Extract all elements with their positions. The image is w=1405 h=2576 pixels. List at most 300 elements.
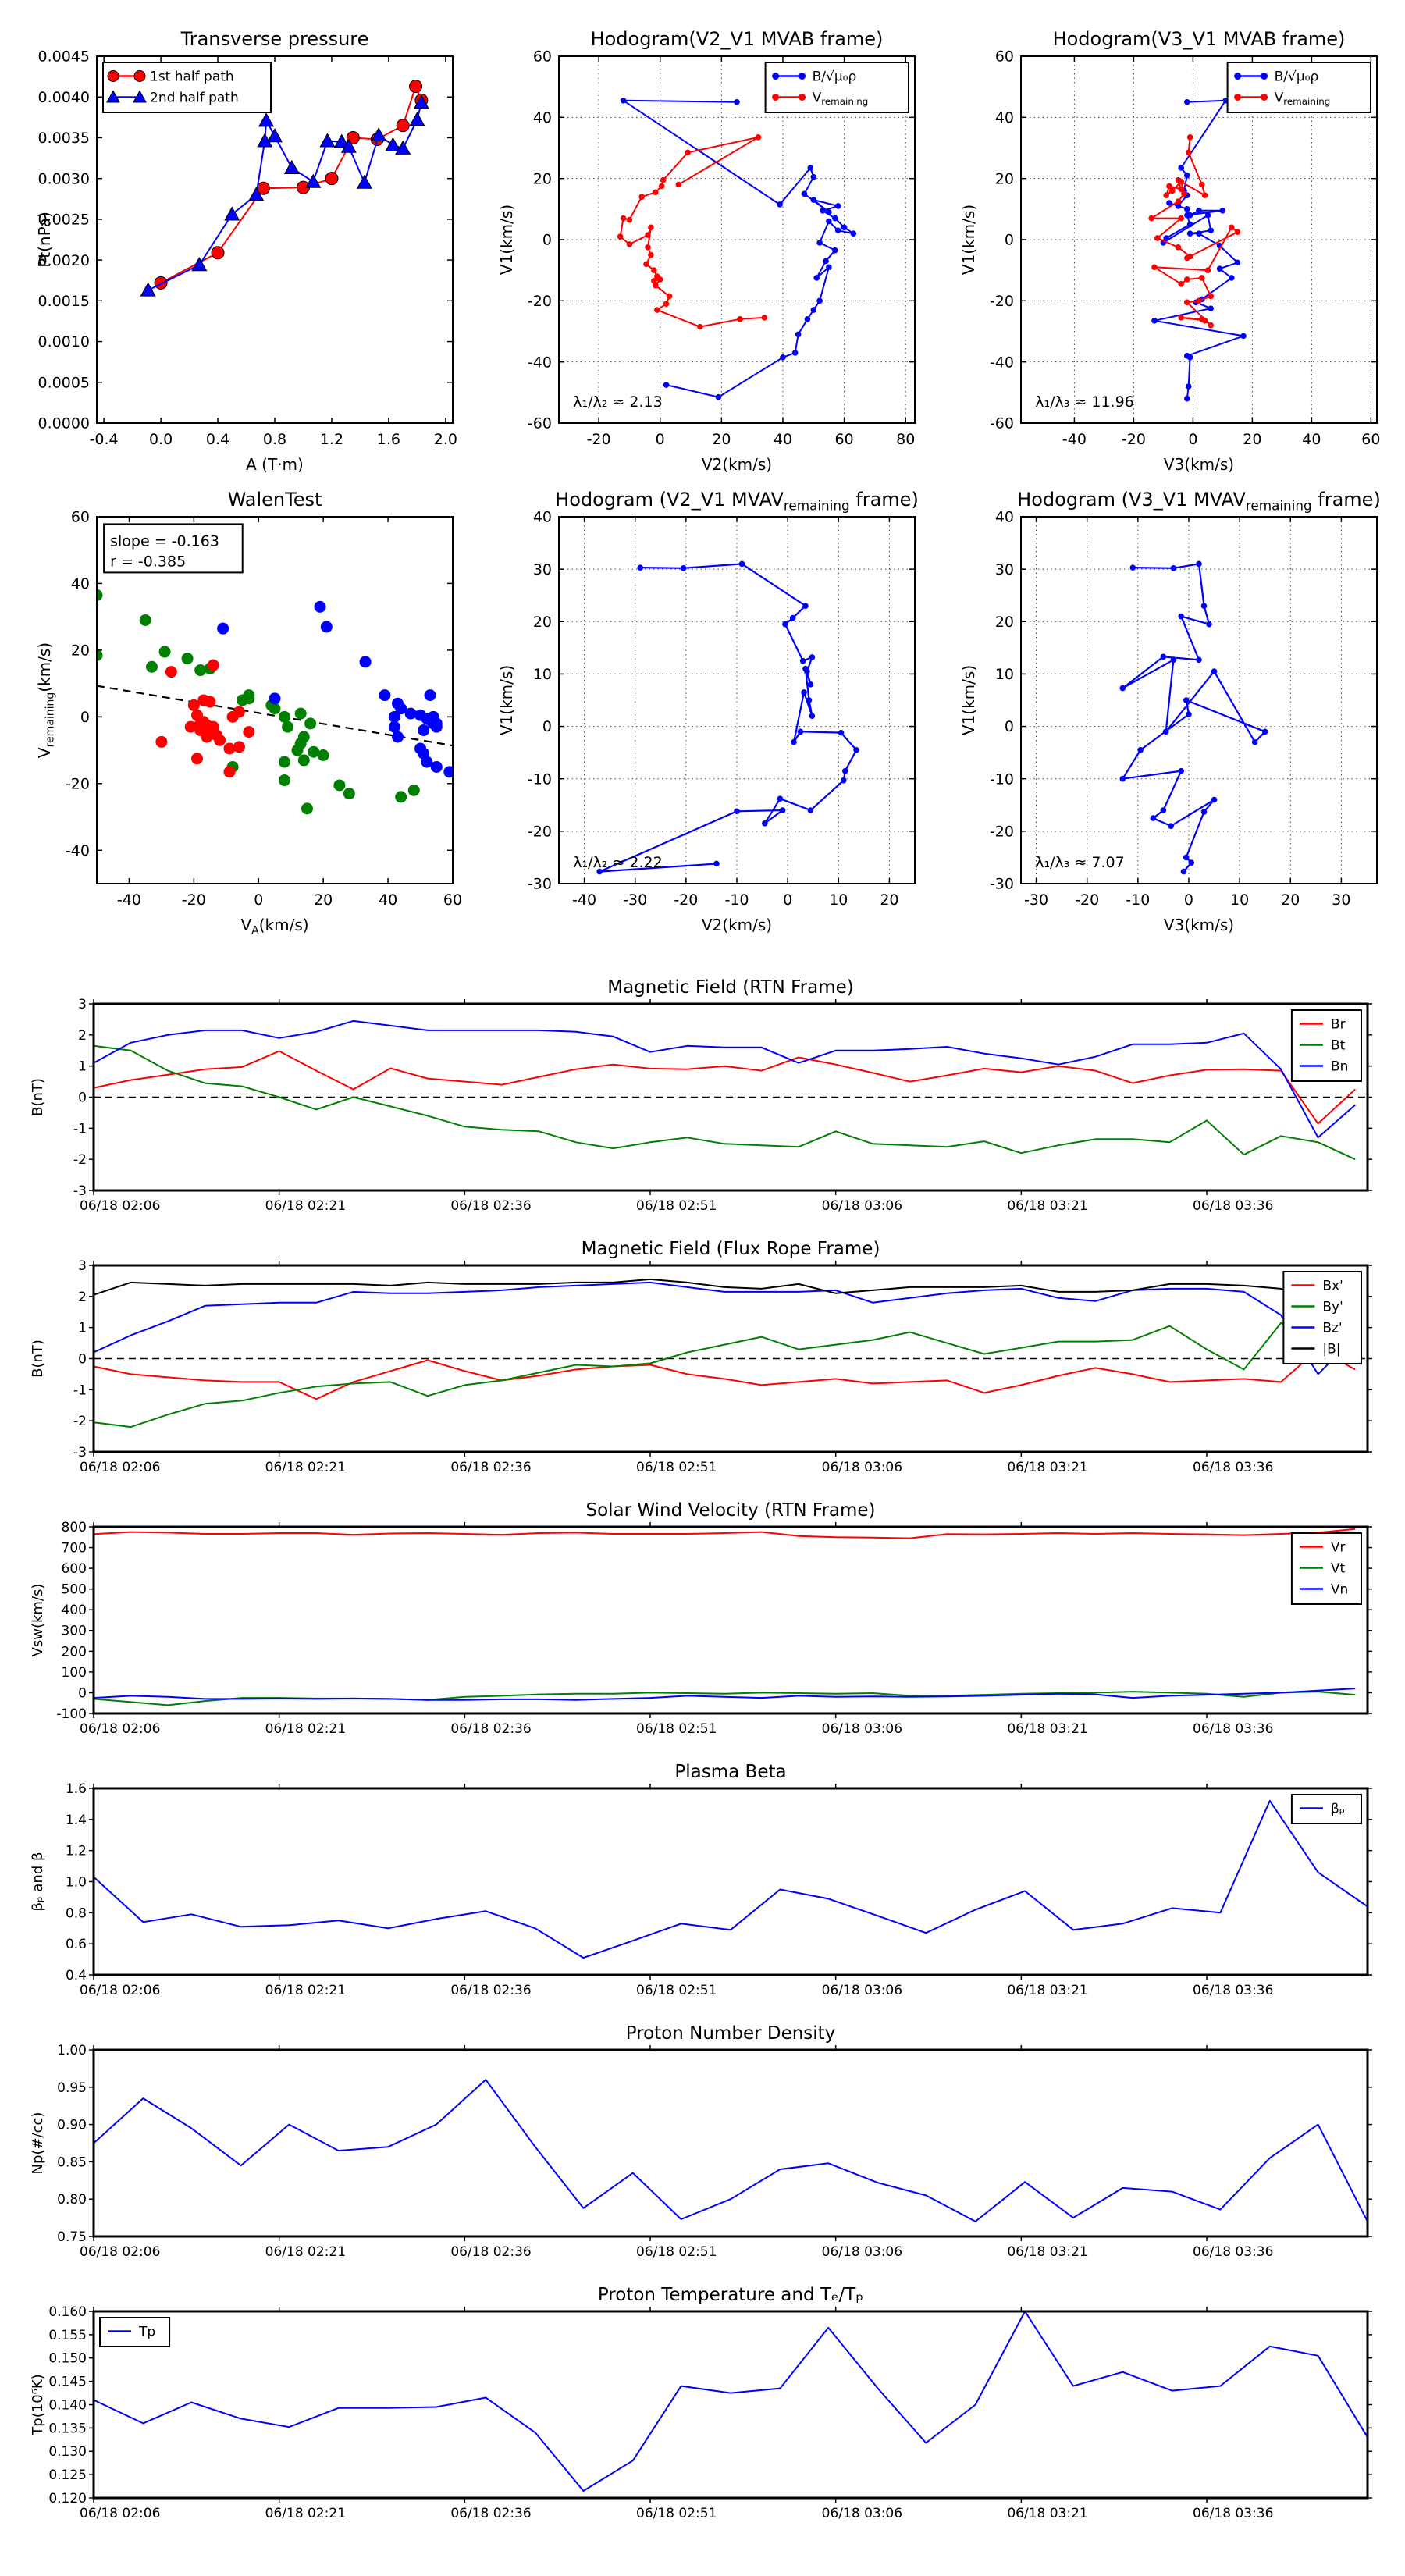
x-tick-label: 06/18 02:36 — [450, 1721, 532, 1737]
x-tick-label: 06/18 03:06 — [821, 2244, 903, 2260]
y-tick-label: -10 — [989, 770, 1014, 788]
series-green-pts-marker — [408, 785, 420, 796]
legend-marker — [799, 94, 806, 101]
series-B-marker — [805, 316, 811, 322]
series-Vremaining-marker — [654, 307, 660, 313]
x-tick-label: 80 — [896, 431, 916, 448]
x-tick-label: 06/18 02:06 — [80, 1198, 161, 1214]
x-tick-label: 2.0 — [433, 431, 457, 448]
series-B-marker — [1229, 275, 1235, 281]
x-tick-label: 06/18 03:21 — [1007, 1721, 1088, 1737]
y-tick-label: 1.4 — [65, 1812, 87, 1828]
y-tick-label: 3 — [78, 1258, 87, 1274]
legend-label: Bt — [1330, 1037, 1346, 1054]
series-B-marker — [810, 197, 816, 203]
series-V-marker — [802, 666, 809, 672]
series-red-pts-marker — [194, 717, 206, 729]
series-V-marker — [1181, 869, 1187, 875]
series-B-marker — [810, 307, 816, 313]
annotation-text: λ₁/λ₃ ≈ 11.96 — [1035, 393, 1134, 411]
x-tick-label: 06/18 02:51 — [636, 1983, 717, 1998]
legend-label: By' — [1322, 1299, 1343, 1315]
series-B-marker — [663, 382, 670, 388]
series-1st half path-marker — [155, 276, 167, 289]
series-V-marker — [838, 730, 845, 736]
y-tick-label: -30 — [989, 875, 1014, 893]
chart-title: Solar Wind Velocity (RTN Frame) — [585, 1500, 876, 1521]
series-Vremaining-marker — [1154, 235, 1161, 241]
legend-label: Vr — [1330, 1539, 1346, 1556]
y-tick-label: 0.160 — [48, 2304, 87, 2320]
y-tick-label: -100 — [56, 1706, 87, 1722]
x-tick-label: 06/18 03:21 — [1007, 1460, 1088, 1475]
x-tick-label: -30 — [623, 891, 648, 909]
series-green-pts-marker — [343, 788, 355, 799]
series-blue-pts-marker — [389, 721, 400, 733]
series-B-marker — [1205, 212, 1211, 219]
series-B-marker — [826, 264, 832, 270]
series-B-marker — [1178, 165, 1184, 171]
x-tick-label: -10 — [1126, 891, 1151, 909]
series-Vremaining-marker — [638, 194, 645, 200]
x-tick-label: 0.0 — [148, 431, 173, 448]
y-tick-label: 500 — [61, 1582, 87, 1598]
x-tick-label: 40 — [773, 431, 793, 448]
legend-label: Bx' — [1322, 1278, 1343, 1294]
series-V-marker — [853, 747, 859, 753]
series-Vremaining-marker — [1181, 190, 1187, 197]
series-Vremaining-marker — [1178, 281, 1184, 287]
chart-background — [23, 1496, 1375, 1757]
legend-marker — [1261, 94, 1268, 101]
series-Vremaining-marker — [659, 183, 665, 190]
series-V-marker — [1161, 807, 1167, 813]
series-Vremaining-marker — [660, 177, 667, 183]
y-tick-label: 0.0040 — [37, 88, 90, 106]
y-axis-label: V1(km/s) — [497, 664, 516, 736]
series-B-marker — [1196, 230, 1202, 237]
x-tick-label: 06/18 02:51 — [636, 2244, 717, 2260]
series-V-marker — [782, 621, 788, 628]
series-B-marker — [813, 275, 820, 281]
y-axis-label: V1(km/s) — [497, 204, 516, 276]
chart-background — [23, 2280, 1375, 2542]
series-B-marker — [716, 394, 722, 400]
y-tick-label: 0.0000 — [37, 415, 90, 432]
y-tick-label: 0.120 — [48, 2490, 87, 2507]
series-Vremaining-marker — [756, 134, 762, 141]
y-axis-label: V1(km/s) — [959, 204, 978, 276]
series-B-marker — [802, 190, 808, 197]
series-B-marker — [816, 298, 823, 304]
legend-marker — [1234, 73, 1241, 80]
series-Vremaining-marker — [667, 294, 673, 300]
y-axis-label: Np(#/cc) — [30, 2112, 46, 2175]
y-tick-label: 30 — [532, 560, 552, 578]
series-red-pts-marker — [155, 736, 167, 748]
series-blue-pts-marker — [379, 689, 390, 701]
legend-marker — [799, 73, 806, 80]
series-B-marker — [841, 225, 848, 231]
y-tick-label: 0.80 — [57, 2192, 87, 2208]
chart-background — [23, 1757, 1375, 2019]
y-tick-label: 20 — [532, 170, 552, 188]
row-middle-plots — [33, 481, 1388, 940]
series-V-marker — [1178, 614, 1184, 620]
y-axis-label: Vsw(km/s) — [30, 1583, 46, 1657]
x-tick-label: 06/18 03:06 — [821, 1983, 903, 1998]
series-red-pts-marker — [233, 741, 245, 753]
series-Vremaining-marker — [657, 276, 663, 283]
legend-marker — [1261, 73, 1268, 80]
chart-title: Hodogram(V3_V1 MVAB frame) — [1052, 28, 1346, 50]
series-V-marker — [1206, 621, 1212, 628]
chart-title: Magnetic Field (Flux Rope Frame) — [581, 1239, 880, 1259]
y-tick-label: 0 — [78, 1685, 87, 1702]
hodogram-v2v1-mvab-svg — [495, 20, 926, 479]
chart-title: Proton Temperature and Tₑ/Tₚ — [597, 2285, 864, 2305]
x-tick-label: 20 — [314, 891, 333, 909]
x-tick-label: 06/18 02:06 — [80, 1983, 161, 1998]
series-V-marker — [777, 795, 784, 802]
x-tick-label: -40 — [116, 891, 141, 909]
y-tick-label: 0 — [78, 1090, 87, 1106]
series-Vremaining-marker — [645, 232, 651, 238]
y-tick-label: 300 — [61, 1623, 87, 1639]
y-tick-label: 2 — [78, 1027, 87, 1044]
series-V-marker — [780, 807, 786, 813]
series-blue-pts-marker — [315, 601, 326, 613]
y-tick-label: 40 — [994, 508, 1014, 526]
chart-background — [23, 973, 1375, 1234]
series-B-marker — [826, 209, 832, 215]
legend-marker — [772, 73, 779, 80]
y-tick-label: 60 — [70, 508, 90, 526]
y-axis-label: B(nT) — [30, 1340, 46, 1378]
x-tick-label: 06/18 02:36 — [450, 1198, 532, 1214]
y-tick-label: 0 — [1004, 718, 1014, 736]
series-green-pts-marker — [279, 711, 290, 723]
series-B-marker — [835, 227, 841, 233]
chart-title: WalenTest — [227, 489, 322, 511]
series-Vremaining-marker — [621, 215, 627, 222]
series-green-pts-marker — [146, 661, 158, 673]
series-red-pts-marker — [201, 731, 212, 743]
proton-number-density-svg — [23, 2019, 1375, 2280]
x-axis-label: V3(km/s) — [1163, 455, 1235, 474]
x-tick-label: -10 — [724, 891, 749, 909]
y-tick-label: -3 — [73, 1444, 87, 1461]
legend-label: B/√μ₀ρ — [812, 69, 857, 85]
walen-test-svg — [33, 481, 464, 940]
series-blue-pts-marker — [418, 724, 429, 736]
series-B-marker — [1186, 383, 1192, 390]
series-green-pts-marker — [140, 614, 151, 626]
series-V-marker — [681, 565, 687, 571]
series-V-marker — [1196, 561, 1202, 568]
series-B-marker — [1187, 354, 1193, 361]
x-tick-label: 06/18 03:36 — [1193, 1721, 1274, 1737]
legend-marker — [772, 94, 779, 101]
legend-label: Tp — [139, 2324, 156, 2340]
x-tick-label: 20 — [1281, 891, 1300, 909]
series-green-pts-marker — [269, 703, 281, 714]
series-B-marker — [1184, 99, 1190, 105]
series-Vremaining-marker — [1229, 225, 1235, 231]
series-V-marker — [1252, 739, 1258, 745]
chart-magnetic-field-fluxrope — [23, 1234, 1375, 1496]
x-tick-label: 06/18 03:21 — [1007, 1983, 1088, 1998]
y-axis-label: B(nT) — [30, 1078, 46, 1116]
series-red-pts-marker — [191, 753, 203, 764]
y-tick-label: 400 — [61, 1603, 87, 1619]
series-V-marker — [808, 807, 814, 813]
x-tick-label: 06/18 02:51 — [636, 1460, 717, 1475]
series-Vremaining-marker — [648, 252, 654, 258]
legend-label: $V_{remaining}$ — [812, 90, 869, 108]
series-red-pts-marker — [214, 735, 226, 746]
y-tick-label: -60 — [989, 415, 1014, 432]
x-tick-label: -0.4 — [89, 431, 119, 448]
series-V-marker — [1171, 565, 1177, 571]
legend-label: Vt — [1330, 1560, 1346, 1577]
x-tick-label: 0 — [254, 891, 264, 909]
x-tick-label: -40 — [1062, 431, 1087, 448]
series-green-pts-marker — [282, 721, 293, 733]
y-tick-label: 20 — [994, 613, 1014, 631]
series-V-marker — [734, 809, 740, 815]
series-Vremaining-marker — [1202, 192, 1208, 198]
series-V-marker — [762, 820, 768, 827]
y-tick-label: 60 — [532, 48, 552, 66]
series-V-marker — [1178, 768, 1184, 774]
series-B-marker — [816, 240, 823, 246]
y-axis-label: βₚ and β — [30, 1852, 46, 1912]
chart-hodogram-v2v1-mvav — [495, 481, 926, 940]
series-Vremaining-marker — [1176, 244, 1182, 251]
x-tick-label: 40 — [378, 891, 398, 909]
series-V-marker — [841, 777, 847, 784]
series-B-marker — [823, 258, 829, 265]
transverse-pressure-svg — [33, 20, 464, 479]
series-Vremaining-marker — [1178, 215, 1184, 222]
series-red-pts-marker — [165, 666, 177, 678]
series-V-marker — [1130, 564, 1136, 571]
x-tick-label: 06/18 02:36 — [450, 2244, 532, 2260]
series-V-marker — [1196, 657, 1202, 664]
x-tick-label: 0 — [783, 891, 793, 909]
series-Vremaining-marker — [1184, 299, 1190, 305]
y-tick-label: -2 — [73, 1414, 87, 1430]
y-tick-label: 30 — [994, 560, 1014, 578]
series-B-marker — [835, 203, 841, 209]
y-tick-label: 0.155 — [48, 2327, 87, 2343]
y-tick-label: 100 — [61, 1664, 87, 1681]
series-blue-pts-marker — [360, 656, 372, 667]
series-B-marker — [777, 201, 783, 208]
series-red-pts-marker — [208, 660, 219, 671]
x-tick-label: 1.6 — [376, 431, 401, 448]
mag-field-fluxrope-svg — [23, 1234, 1375, 1496]
series-Vremaining-marker — [1208, 322, 1214, 329]
y-tick-label: 0.0025 — [37, 211, 90, 229]
series-green-pts-marker — [279, 774, 290, 786]
series-Vremaining-marker — [1196, 298, 1202, 304]
series-V-marker — [1161, 653, 1167, 660]
x-tick-label: 0 — [1183, 891, 1194, 909]
y-tick-label: 0.0020 — [37, 251, 90, 269]
legend-label: Bn — [1330, 1059, 1349, 1075]
series-green-pts-marker — [279, 756, 290, 768]
series-B-marker — [1220, 208, 1226, 214]
x-tick-label: 06/18 03:06 — [821, 2506, 903, 2521]
y-tick-label: 1.2 — [65, 1843, 87, 1859]
series-1st half path-marker — [325, 173, 338, 185]
series-B-marker — [1184, 212, 1190, 219]
series-Vremaining-marker — [1199, 316, 1205, 322]
y-tick-label: 0.0010 — [37, 333, 90, 351]
x-tick-label: 06/18 03:36 — [1193, 2506, 1274, 2521]
y-tick-label: 0.4 — [65, 1967, 87, 1984]
y-tick-label: 0.6 — [65, 1937, 87, 1953]
x-tick-label: 30 — [1332, 891, 1351, 909]
series-B-marker — [621, 98, 627, 104]
series-green-pts-marker — [333, 779, 345, 791]
chart-proton-number-density — [23, 2019, 1375, 2280]
hodogram-v2v1-mvav-svg — [495, 481, 926, 940]
row-top-plots — [33, 20, 1388, 479]
chart-hodogram-v2v1-mvab — [495, 20, 926, 479]
y-tick-label: -20 — [989, 292, 1014, 310]
y-tick-label: 3 — [78, 996, 87, 1012]
x-tick-label: -20 — [181, 891, 206, 909]
series-B-marker — [1184, 206, 1190, 212]
annotation-text: λ₁/λ₂ ≈ 2.22 — [573, 854, 663, 871]
hodogram-v3v1-mvav-svg — [957, 481, 1388, 940]
x-tick-label: -30 — [1024, 891, 1049, 909]
x-tick-label: 06/18 03:36 — [1193, 2244, 1274, 2260]
chart-title: Transverse pressure — [180, 28, 369, 50]
x-tick-label: 06/18 02:21 — [265, 1721, 347, 1737]
series-Vremaining-marker — [1176, 198, 1182, 205]
x-axis-label: V2(km/s) — [701, 455, 773, 474]
series-Vremaining-marker — [1163, 192, 1169, 198]
chart-solar-wind-velocity — [23, 1496, 1375, 1757]
annotation-text: slope = -0.163 — [110, 532, 219, 550]
series-Vremaining-marker — [737, 316, 743, 322]
y-tick-label: 60 — [994, 48, 1014, 66]
x-tick-label: 40 — [1302, 431, 1321, 448]
x-tick-label: 06/18 02:21 — [265, 1983, 347, 1998]
chart-title: Hodogram (V2_V1 $MVAV_{remaining}$ frame) — [555, 489, 919, 514]
y-tick-label: 800 — [61, 1519, 87, 1535]
series-B-marker — [810, 174, 816, 180]
series-V-marker — [1151, 815, 1157, 821]
series-B-marker — [1240, 333, 1247, 340]
y-tick-label: 0.0015 — [37, 292, 90, 310]
x-tick-label: 06/18 02:36 — [450, 1983, 532, 1998]
series-Vremaining-marker — [643, 262, 649, 268]
series-green-pts-marker — [295, 708, 307, 720]
series-V-marker — [1168, 823, 1174, 829]
series-red-pts-marker — [208, 721, 219, 733]
x-tick-label: -20 — [1121, 431, 1146, 448]
x-tick-label: 06/18 03:21 — [1007, 2244, 1088, 2260]
x-tick-label: 60 — [834, 431, 854, 448]
legend-label: Bz' — [1322, 1320, 1343, 1336]
x-tick-label: 06/18 03:21 — [1007, 1198, 1088, 1214]
legend-label: Vn — [1330, 1582, 1349, 1598]
x-tick-label: 06/18 03:36 — [1193, 1198, 1274, 1214]
chart-proton-temperature — [23, 2280, 1375, 2542]
x-tick-label: 06/18 03:06 — [821, 1198, 903, 1214]
series-blue-pts-marker — [392, 731, 404, 743]
timeseries-stack — [23, 973, 1375, 2542]
series-V-marker — [1137, 747, 1144, 753]
x-tick-label: 0.4 — [205, 431, 230, 448]
y-tick-label: 2 — [78, 1289, 87, 1305]
series-Vremaining-marker — [1186, 150, 1192, 156]
y-tick-label: -1 — [73, 1121, 87, 1137]
y-tick-label: 0 — [80, 709, 90, 727]
x-tick-label: 60 — [1361, 431, 1381, 448]
x-tick-label: 06/18 02:51 — [636, 1721, 717, 1737]
series-V-marker — [1183, 855, 1190, 861]
series-V-marker — [1211, 797, 1218, 803]
series-green-pts-marker — [301, 802, 313, 814]
series-B-marker — [1208, 305, 1214, 311]
y-tick-label: 1.0 — [65, 1874, 87, 1891]
series-red-pts-marker — [243, 726, 254, 738]
proton-temperature-svg — [23, 2280, 1375, 2542]
series-V-marker — [800, 658, 806, 664]
series-green-pts-marker — [318, 749, 329, 761]
series-B-marker — [832, 215, 838, 222]
y-tick-label: 0.0005 — [37, 374, 90, 392]
series-blue-pts-marker — [321, 621, 333, 633]
y-tick-label: 700 — [61, 1540, 87, 1557]
y-tick-label: 0.145 — [48, 2374, 87, 2390]
x-tick-label: 06/18 03:06 — [821, 1721, 903, 1737]
y-tick-label: 0.150 — [48, 2350, 87, 2367]
series-V-marker — [809, 654, 816, 660]
series-blue-pts-marker — [217, 623, 229, 635]
series-V-marker — [808, 681, 814, 688]
legend-label: B/√μ₀ρ — [1274, 69, 1319, 85]
annotation-text: λ₁/λ₃ ≈ 7.07 — [1035, 854, 1125, 871]
series-V-marker — [802, 603, 809, 609]
y-tick-label: -40 — [989, 354, 1014, 372]
series-Vremaining-marker — [1178, 179, 1184, 185]
y-tick-label: 20 — [70, 642, 90, 660]
y-tick-label: 0.90 — [57, 2117, 87, 2133]
series-B-marker — [792, 350, 799, 356]
series-V-marker — [1183, 697, 1190, 703]
series-red-pts-marker — [188, 699, 200, 711]
legend-label: |B| — [1322, 1341, 1341, 1357]
series-Vremaining-marker — [1178, 315, 1184, 321]
y-tick-label: 200 — [61, 1644, 87, 1660]
y-tick-label: -20 — [527, 823, 552, 841]
series-blue-pts-marker — [431, 761, 443, 773]
series-B-marker — [808, 165, 814, 171]
series-B-marker — [780, 354, 786, 361]
legend-label: 2nd half path — [150, 90, 239, 106]
series-Vremaining-marker — [1199, 275, 1205, 281]
chart-magnetic-field-rtn — [23, 973, 1375, 1234]
chart-title: Magnetic Field (RTN Frame) — [607, 977, 854, 998]
y-tick-label: 0.140 — [48, 2397, 87, 2414]
